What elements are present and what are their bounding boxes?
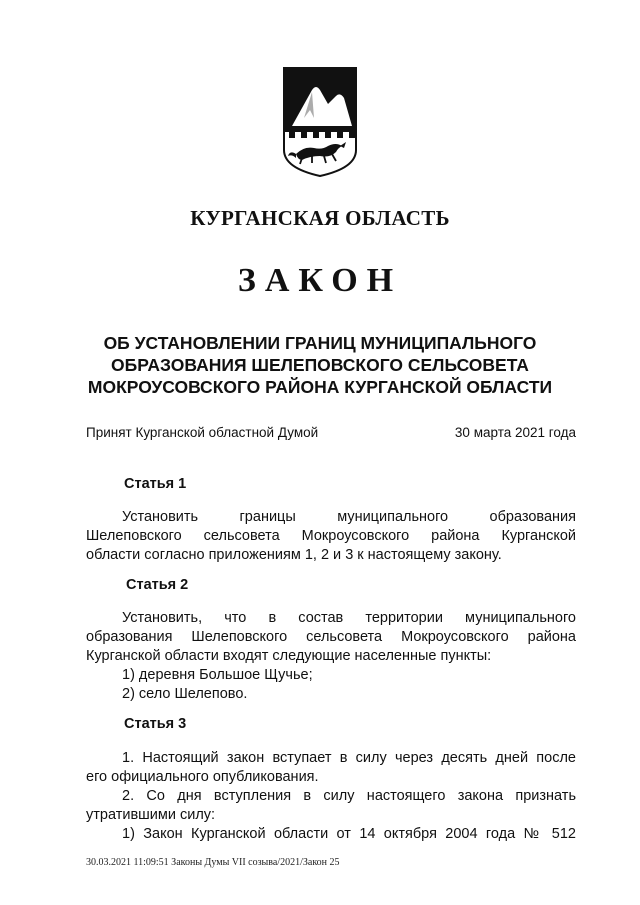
article-1-heading: Статья 1 [124,476,187,492]
text-line: Шелеповского сельсовета Мокроусовского района Курганской [86,528,576,544]
document-footer-stamp: 30.03.2021 11:09:51 Законы Думы VII созыва/2021/Закон 25 [86,857,340,868]
adoption-date: 30 марта 2021 года [454,425,576,440]
text-line: Установить, что в состав территории муниципального [122,610,576,626]
text-line: 1. Настоящий закон вступает в силу через десять дней после [122,750,576,766]
text-line: утратившими силу: [86,807,216,823]
article-3-text [86,749,576,844]
law-title [60,332,580,398]
text-line: 2. Со дня вступления в силу настоящего закона признать [122,788,576,804]
coat-of-arms-icon [282,66,358,178]
region-name: КУРГАНСКАЯ ОБЛАСТЬ [190,206,450,230]
adoption-info [86,425,576,440]
list-item: 2) село Шелепово. [122,686,248,702]
text-line: образования Шелеповского сельсовета Мокроусовского района [86,629,576,645]
text-line: области согласно приложениям 1, 2 и 3 к настоящему закону. [86,547,502,563]
article-2-text [86,609,576,704]
text-line: его официального опубликования. [86,769,319,785]
document-type: ЗАКОН [237,262,403,299]
law-title-line: ОБРАЗОВАНИЯ ШЕЛЕПОВСКОГО СЕЛЬСОВЕТА [111,355,529,375]
law-title-line: ОБ УСТАНОВЛЕНИИ ГРАНИЦ МУНИЦИПАЛЬНОГО [103,333,537,353]
text-line: Установить границы муниципального образования [122,509,576,525]
law-title-line: МОКРОУСОВСКОГО РАЙОНА КУРГАНСКОЙ ОБЛАСТИ [87,377,553,397]
text-line: 1) Закон Курганской области от 14 октября 2004 года № 512 [122,826,576,842]
article-2-heading: Статья 2 [126,577,189,593]
article-1-text [86,508,576,565]
text-line: Курганской области входят следующие населенные пункты: [86,648,492,664]
list-item: 1) деревня Большое Щучье; [122,667,313,683]
article-3-heading: Статья 3 [124,716,187,732]
adopted-by: Принят Курганской областной Думой [86,425,319,440]
